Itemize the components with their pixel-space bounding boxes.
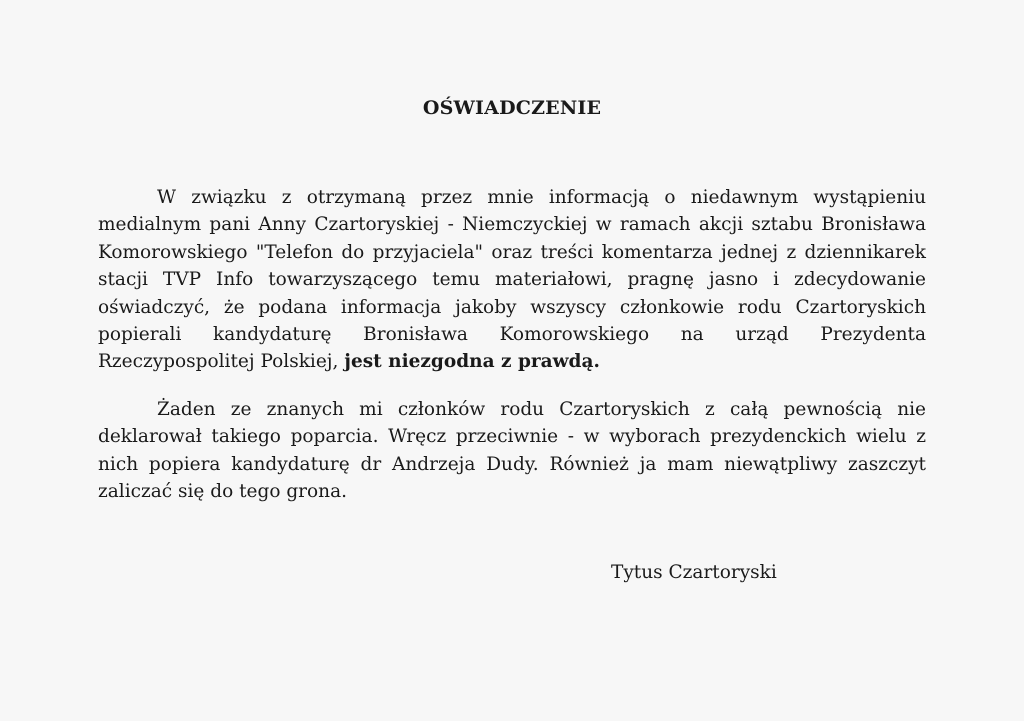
signature: Tytus Czartoryski bbox=[611, 562, 777, 583]
document-title: OŚWIADCZENIE bbox=[422, 97, 602, 119]
paragraph-1-text: W związku z otrzymaną przez mnie informacją o niedawnym wystąpieniu medialnym pani Anny Czartoryskiej - Niemczyckiej w ramach akcji sztabu Bronisława Komorowskiego "Telefon do przyjaciela" oraz treści komentarza jednej z dziennikarek stacji TVP Info towarzyszącego temu materiałowi, pragnę jasno i zdecydowanie oświadczyć, że podana informacja jakoby wszyscy członkowie rodu Czartoryskich popierali kandydaturę Bronisława Komorowskiego na urząd Prezydenta Rzeczypospolitej Polskiej, bbox=[98, 187, 926, 373]
paragraph-1-emphasis: jest niezgodna z prawdą. bbox=[344, 351, 600, 373]
paragraph-2 bbox=[98, 396, 926, 506]
paragraph-1 bbox=[98, 184, 926, 376]
paragraph-2-text: Żaden ze znanych mi członków rodu Czartoryskich z całą pewnością nie deklarował takiego poparcia. Wręcz przeciwnie - w wyborach prezydenckich wielu z nich popiera kandydaturę dr Andrzeja Dudy. Również ja mam niewątpliwy zaszczyt zaliczać się do tego grona. bbox=[98, 399, 926, 503]
